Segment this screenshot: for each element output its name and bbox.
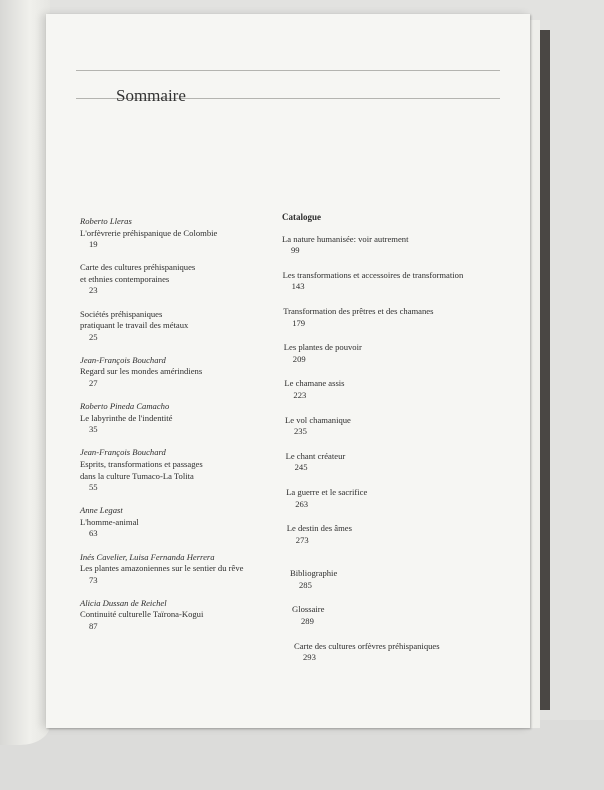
back-matter-list	[282, 568, 512, 664]
catalogue-list	[282, 234, 512, 547]
entry-page-number: 289	[301, 616, 314, 627]
entry-title: Le vol chamanique	[285, 414, 351, 425]
entry-title: Glossaire	[292, 604, 325, 615]
entry-page-number: 263	[295, 498, 309, 509]
top-rule	[76, 70, 500, 71]
contents-entry	[80, 505, 270, 540]
entry-page-number: 235	[294, 426, 307, 437]
entry-title: La guerre et le sacrifice	[286, 486, 368, 497]
entry-title: La nature humanisée: voir autrement	[282, 233, 409, 244]
catalogue-entry	[282, 234, 512, 257]
table-surface	[0, 720, 604, 790]
contents-entry	[80, 552, 270, 587]
entry-page-number: 19	[89, 239, 98, 250]
entry-title: pratiquant le travail des métaux	[80, 320, 189, 331]
entry-title: dans la culture Tumaco-La Tolita	[80, 470, 194, 481]
entry-title: Carte des cultures préhispaniques	[80, 262, 196, 273]
entry-page-number: 73	[89, 574, 98, 585]
entry-author: Alicia Dussan de Reichel	[80, 597, 167, 608]
contents-entry	[80, 447, 270, 493]
entry-title: L'orfèvrerie préhispanique de Colombie	[80, 227, 218, 238]
contents-entry	[80, 401, 270, 436]
entry-page-number: 55	[89, 482, 98, 493]
entry-page-number: 209	[292, 353, 306, 364]
back-matter-entry	[282, 604, 512, 627]
catalogue-entry	[282, 378, 512, 401]
contents-page	[46, 14, 530, 728]
contents-entry	[80, 309, 270, 344]
entry-title: Les plantes amazoniennes sur le sentier du rêve	[80, 563, 244, 574]
entry-author: Anne Legast	[80, 505, 123, 516]
entry-title: Regard sur les mondes amérindiens	[80, 366, 203, 377]
entry-page-number: 63	[89, 528, 98, 539]
entry-page-number: 27	[89, 378, 98, 389]
contents-right-column	[282, 212, 512, 677]
entry-page-number: 285	[299, 579, 312, 590]
entry-title: Carte des cultures orfèvres préhispaniques	[294, 640, 440, 651]
entry-title: et ethnies contemporaines	[80, 273, 170, 284]
entry-author: Roberto Lleras	[80, 216, 132, 226]
contents-entry	[80, 355, 270, 390]
entry-title: L'homme-animal	[80, 516, 139, 527]
entry-author: Inés Cavelier, Luisa Fernanda Herrera	[80, 551, 215, 562]
entry-title: Le labyrinthe de l'indentité	[80, 412, 173, 423]
entry-page-number: 25	[89, 331, 98, 342]
catalogue-entry	[282, 523, 512, 546]
entry-title: Transformation des prêtres et des chamanes	[283, 305, 434, 316]
entry-title: Le chant créateur	[285, 450, 346, 461]
entry-title: Esprits, transformations et passages	[80, 459, 203, 469]
back-matter-entry	[282, 641, 512, 664]
entry-title: Le chamane assis	[284, 378, 345, 389]
entry-page-number: 245	[294, 462, 308, 473]
entry-title: Le destin des âmes	[286, 523, 352, 534]
entry-author: Jean-François Bouchard	[80, 447, 166, 458]
catalogue-entry	[282, 451, 512, 474]
contents-entry	[80, 598, 270, 633]
contents-left-column	[80, 216, 270, 644]
entry-page-number: 23	[89, 285, 98, 296]
entry-title: Les transformations et accessoires de transformation	[282, 269, 464, 280]
contents-entry	[80, 262, 270, 297]
entry-page-number: 35	[89, 424, 98, 435]
left-page-curl	[0, 0, 50, 745]
entry-title: Continuité culturelle Taïrona-Kogui	[80, 609, 204, 620]
catalogue-entry	[282, 487, 512, 510]
entry-page-number: 293	[303, 652, 316, 663]
catalogue-entry	[282, 306, 512, 329]
entry-author: Roberto Pineda Camacho	[80, 401, 170, 412]
entry-title: Bibliographie	[290, 568, 338, 579]
back-matter-entry	[282, 568, 512, 591]
entry-page-number: 223	[293, 389, 307, 400]
entry-title: Sociétés préhispaniques	[80, 308, 163, 319]
entry-page-number: 87	[89, 621, 98, 632]
entry-page-number: 179	[292, 317, 306, 328]
entry-page-number: 273	[295, 534, 309, 545]
catalogue-entry	[282, 342, 512, 365]
catalogue-entry	[282, 270, 512, 293]
entry-title: Les plantes de pouvoir	[283, 342, 362, 353]
entry-author: Jean-François Bouchard	[80, 354, 166, 365]
entry-page-number: 99	[291, 245, 300, 256]
catalogue-entry	[282, 415, 512, 438]
page-title: Sommaire	[116, 86, 186, 105]
contents-entry	[80, 216, 270, 251]
entry-page-number: 143	[291, 281, 305, 292]
catalogue-heading: Catalogue	[282, 212, 321, 222]
